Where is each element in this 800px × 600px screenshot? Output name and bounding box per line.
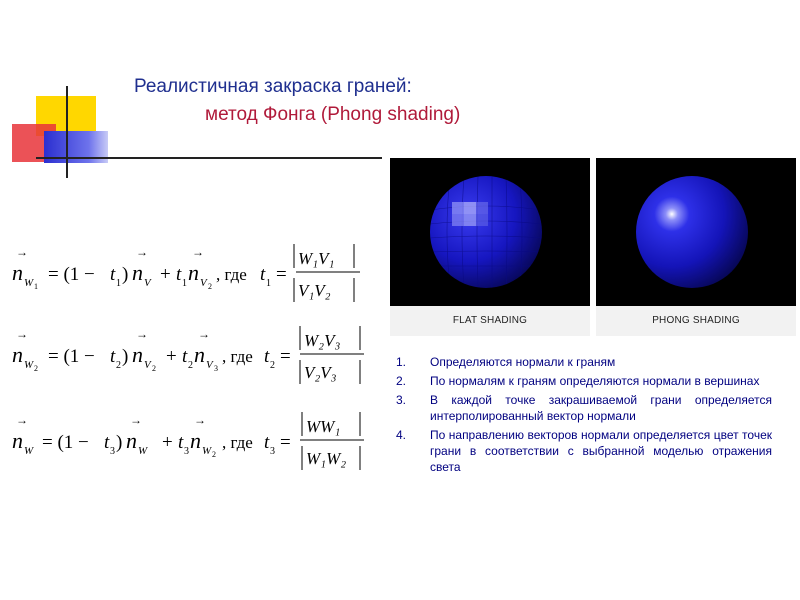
svg-text:1: 1 bbox=[116, 278, 121, 289]
svg-text:= (1 −: = (1 − bbox=[42, 432, 89, 453]
svg-text:1: 1 bbox=[182, 278, 187, 289]
svg-text:2: 2 bbox=[116, 360, 121, 371]
svg-text:→: → bbox=[192, 245, 204, 259]
svg-text:t: t bbox=[110, 346, 116, 367]
svg-text:→: → bbox=[130, 413, 142, 427]
svg-text:→: → bbox=[198, 327, 210, 341]
svg-text:W: W bbox=[24, 277, 34, 289]
svg-text:t: t bbox=[176, 264, 182, 285]
svg-text:n: n bbox=[190, 428, 201, 453]
svg-text:): ) bbox=[122, 264, 129, 285]
formula-1-lhs: n bbox=[12, 260, 23, 285]
svg-text:2: 2 bbox=[152, 364, 156, 373]
svg-text:= (1 −: = (1 − bbox=[48, 346, 95, 367]
svg-text:=: = bbox=[280, 432, 291, 453]
phong-shading-caption: PHONG SHADING bbox=[596, 306, 796, 336]
list-item: 1. Определяются нормали к граням bbox=[396, 355, 616, 369]
svg-text:2: 2 bbox=[188, 360, 193, 371]
phong-shading-image bbox=[596, 158, 796, 306]
svg-text:→: → bbox=[136, 327, 148, 341]
svg-text:= (1 −: = (1 − bbox=[48, 264, 95, 285]
svg-text:3: 3 bbox=[214, 364, 218, 373]
svg-text:+: + bbox=[166, 346, 177, 367]
svg-text:3: 3 bbox=[184, 446, 189, 457]
svg-text:V₂V₃: V₂V₃ bbox=[304, 363, 337, 382]
svg-text:): ) bbox=[116, 432, 123, 453]
svg-text:n: n bbox=[12, 428, 23, 453]
svg-text:→: → bbox=[194, 413, 206, 427]
formula-1 bbox=[12, 236, 372, 308]
deco-horizontal-line bbox=[36, 157, 382, 159]
list-item: 4. По направлению векторов нормали определяется цвет точек грани в соответствии с выбранной моделью отражения света bbox=[396, 428, 772, 474]
svg-text:→: → bbox=[136, 245, 148, 259]
list-item: 3. В каждой точке закрашиваемой грани определяется интерполированный вектор нормали bbox=[396, 393, 772, 423]
svg-text:2: 2 bbox=[208, 282, 212, 291]
svg-text:+: + bbox=[160, 264, 171, 285]
svg-text:t: t bbox=[178, 432, 184, 453]
svg-text:W: W bbox=[24, 359, 34, 371]
formula-3 bbox=[12, 404, 372, 476]
flat-shading-caption: FLAT SHADING bbox=[390, 306, 590, 336]
svg-text:→: → bbox=[16, 327, 28, 341]
svg-text:=: = bbox=[280, 346, 291, 367]
svg-text:V: V bbox=[144, 359, 151, 371]
svg-text:2: 2 bbox=[34, 364, 38, 373]
slide-subtitle: метод Фонга (Phong shading) bbox=[205, 104, 461, 125]
svg-text:→: → bbox=[16, 413, 28, 427]
svg-text:3: 3 bbox=[110, 446, 115, 457]
svg-text:t: t bbox=[182, 346, 188, 367]
svg-text:, где: , где bbox=[216, 265, 247, 284]
svg-text:t: t bbox=[260, 264, 266, 285]
svg-text:t: t bbox=[264, 432, 270, 453]
svg-text:n: n bbox=[132, 260, 143, 285]
svg-text:2: 2 bbox=[212, 450, 216, 459]
svg-text:t: t bbox=[110, 264, 116, 285]
flat-shading-image bbox=[390, 158, 590, 306]
svg-text:n: n bbox=[132, 342, 143, 367]
svg-text:): ) bbox=[122, 346, 129, 367]
svg-text:, где: , где bbox=[222, 347, 253, 366]
svg-text:=: = bbox=[276, 264, 287, 285]
slide-title: Реалистичная закраска граней: bbox=[134, 76, 412, 97]
deco-vertical-line bbox=[66, 86, 68, 178]
svg-text:n: n bbox=[188, 260, 199, 285]
svg-text:+: + bbox=[162, 432, 173, 453]
svg-text:W: W bbox=[202, 445, 212, 457]
svg-text:2: 2 bbox=[270, 360, 275, 371]
svg-text:t: t bbox=[264, 346, 270, 367]
svg-text:WW₁: WW₁ bbox=[306, 417, 341, 436]
svg-text:V: V bbox=[206, 359, 213, 371]
svg-text:n: n bbox=[126, 428, 137, 453]
svg-text:n: n bbox=[194, 342, 205, 367]
svg-text:1: 1 bbox=[34, 282, 38, 291]
svg-text:W: W bbox=[138, 445, 148, 457]
svg-text:→: → bbox=[16, 245, 28, 259]
formula-2 bbox=[12, 318, 372, 390]
svg-text:n: n bbox=[12, 342, 23, 367]
svg-text:W₂V₃: W₂V₃ bbox=[304, 331, 341, 350]
svg-text:V: V bbox=[144, 277, 151, 289]
list-item: 2. По нормалям к граням определяются нормали в вершинах bbox=[396, 374, 760, 388]
svg-text:W: W bbox=[24, 445, 34, 457]
svg-text:, где: , где bbox=[222, 433, 253, 452]
svg-text:W₁W₂: W₁W₂ bbox=[306, 449, 347, 468]
svg-text:1: 1 bbox=[266, 278, 271, 289]
svg-text:3: 3 bbox=[270, 446, 275, 457]
svg-text:t: t bbox=[104, 432, 110, 453]
svg-text:V: V bbox=[200, 277, 207, 289]
svg-text:W₁V₁: W₁V₁ bbox=[298, 249, 335, 268]
svg-text:V₁V₂: V₁V₂ bbox=[298, 281, 331, 300]
steps-list bbox=[392, 354, 772, 478]
